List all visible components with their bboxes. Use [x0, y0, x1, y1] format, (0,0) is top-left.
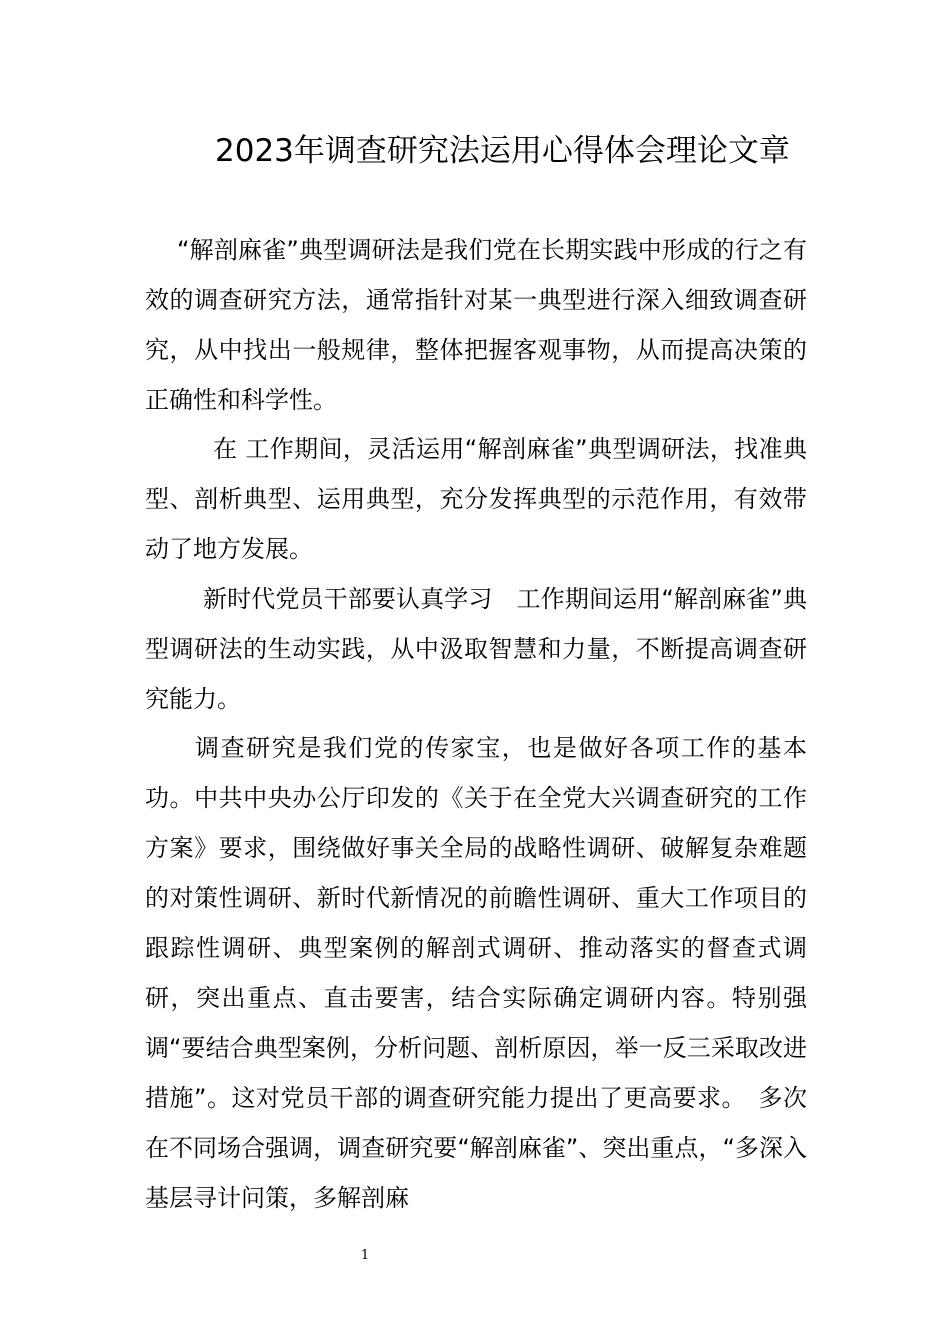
page-number: 1 [360, 1248, 370, 1263]
paragraph-1: “解剖麻雀”典型调研法是我们党在长期实践中形成的行之有效的调查研究方法，通常指针对某一典型进行深入细致调查研究，从中找出一般规律，整体把握客观事物，从而提高决策的正确性和科学性。 [145, 236, 807, 414]
paragraph-3: 新时代党员干部要认真学习 工作期间运用“解剖麻雀”典型调研法的生动实践，从中汲取智慧和力量，不断提高调查研究能力。 [145, 585, 807, 713]
document-title: 2023年调查研究法运用心得体会理论文章 [215, 133, 790, 169]
paragraph-2: 在 工作期间，灵活运用“解剖麻雀”典型调研法，找准典型、剖析典型、运用典型，充分发挥典型的示范作用，有效带动了地方发展。 [145, 435, 807, 563]
paragraph-4: 调查研究是我们党的传家宝，也是做好各项工作的基本功。中共中央办公厅印发的《关于在全党大兴调查研究的工作方案》要求，围绕做好事关全局的战略性调研、破解复杂难题的对策性调研、新时代新情况的前瞻性调研、重大工作项目的跟踪性调研、典型案例的解剖式调研、推动落实的督查式调研，突出重点、直击要害，结合实际确定调研内容。特别强调“要结合典型案例，分析问题、剖析原因，举一反三采取改进措施”。这对党员干部的调查研究能力提出了更高要求。 多次在不同场合强调，调查研究要“解剖麻雀”、突出重点，“多深入基层寻计问策，多解剖麻 [145, 734, 807, 1212]
